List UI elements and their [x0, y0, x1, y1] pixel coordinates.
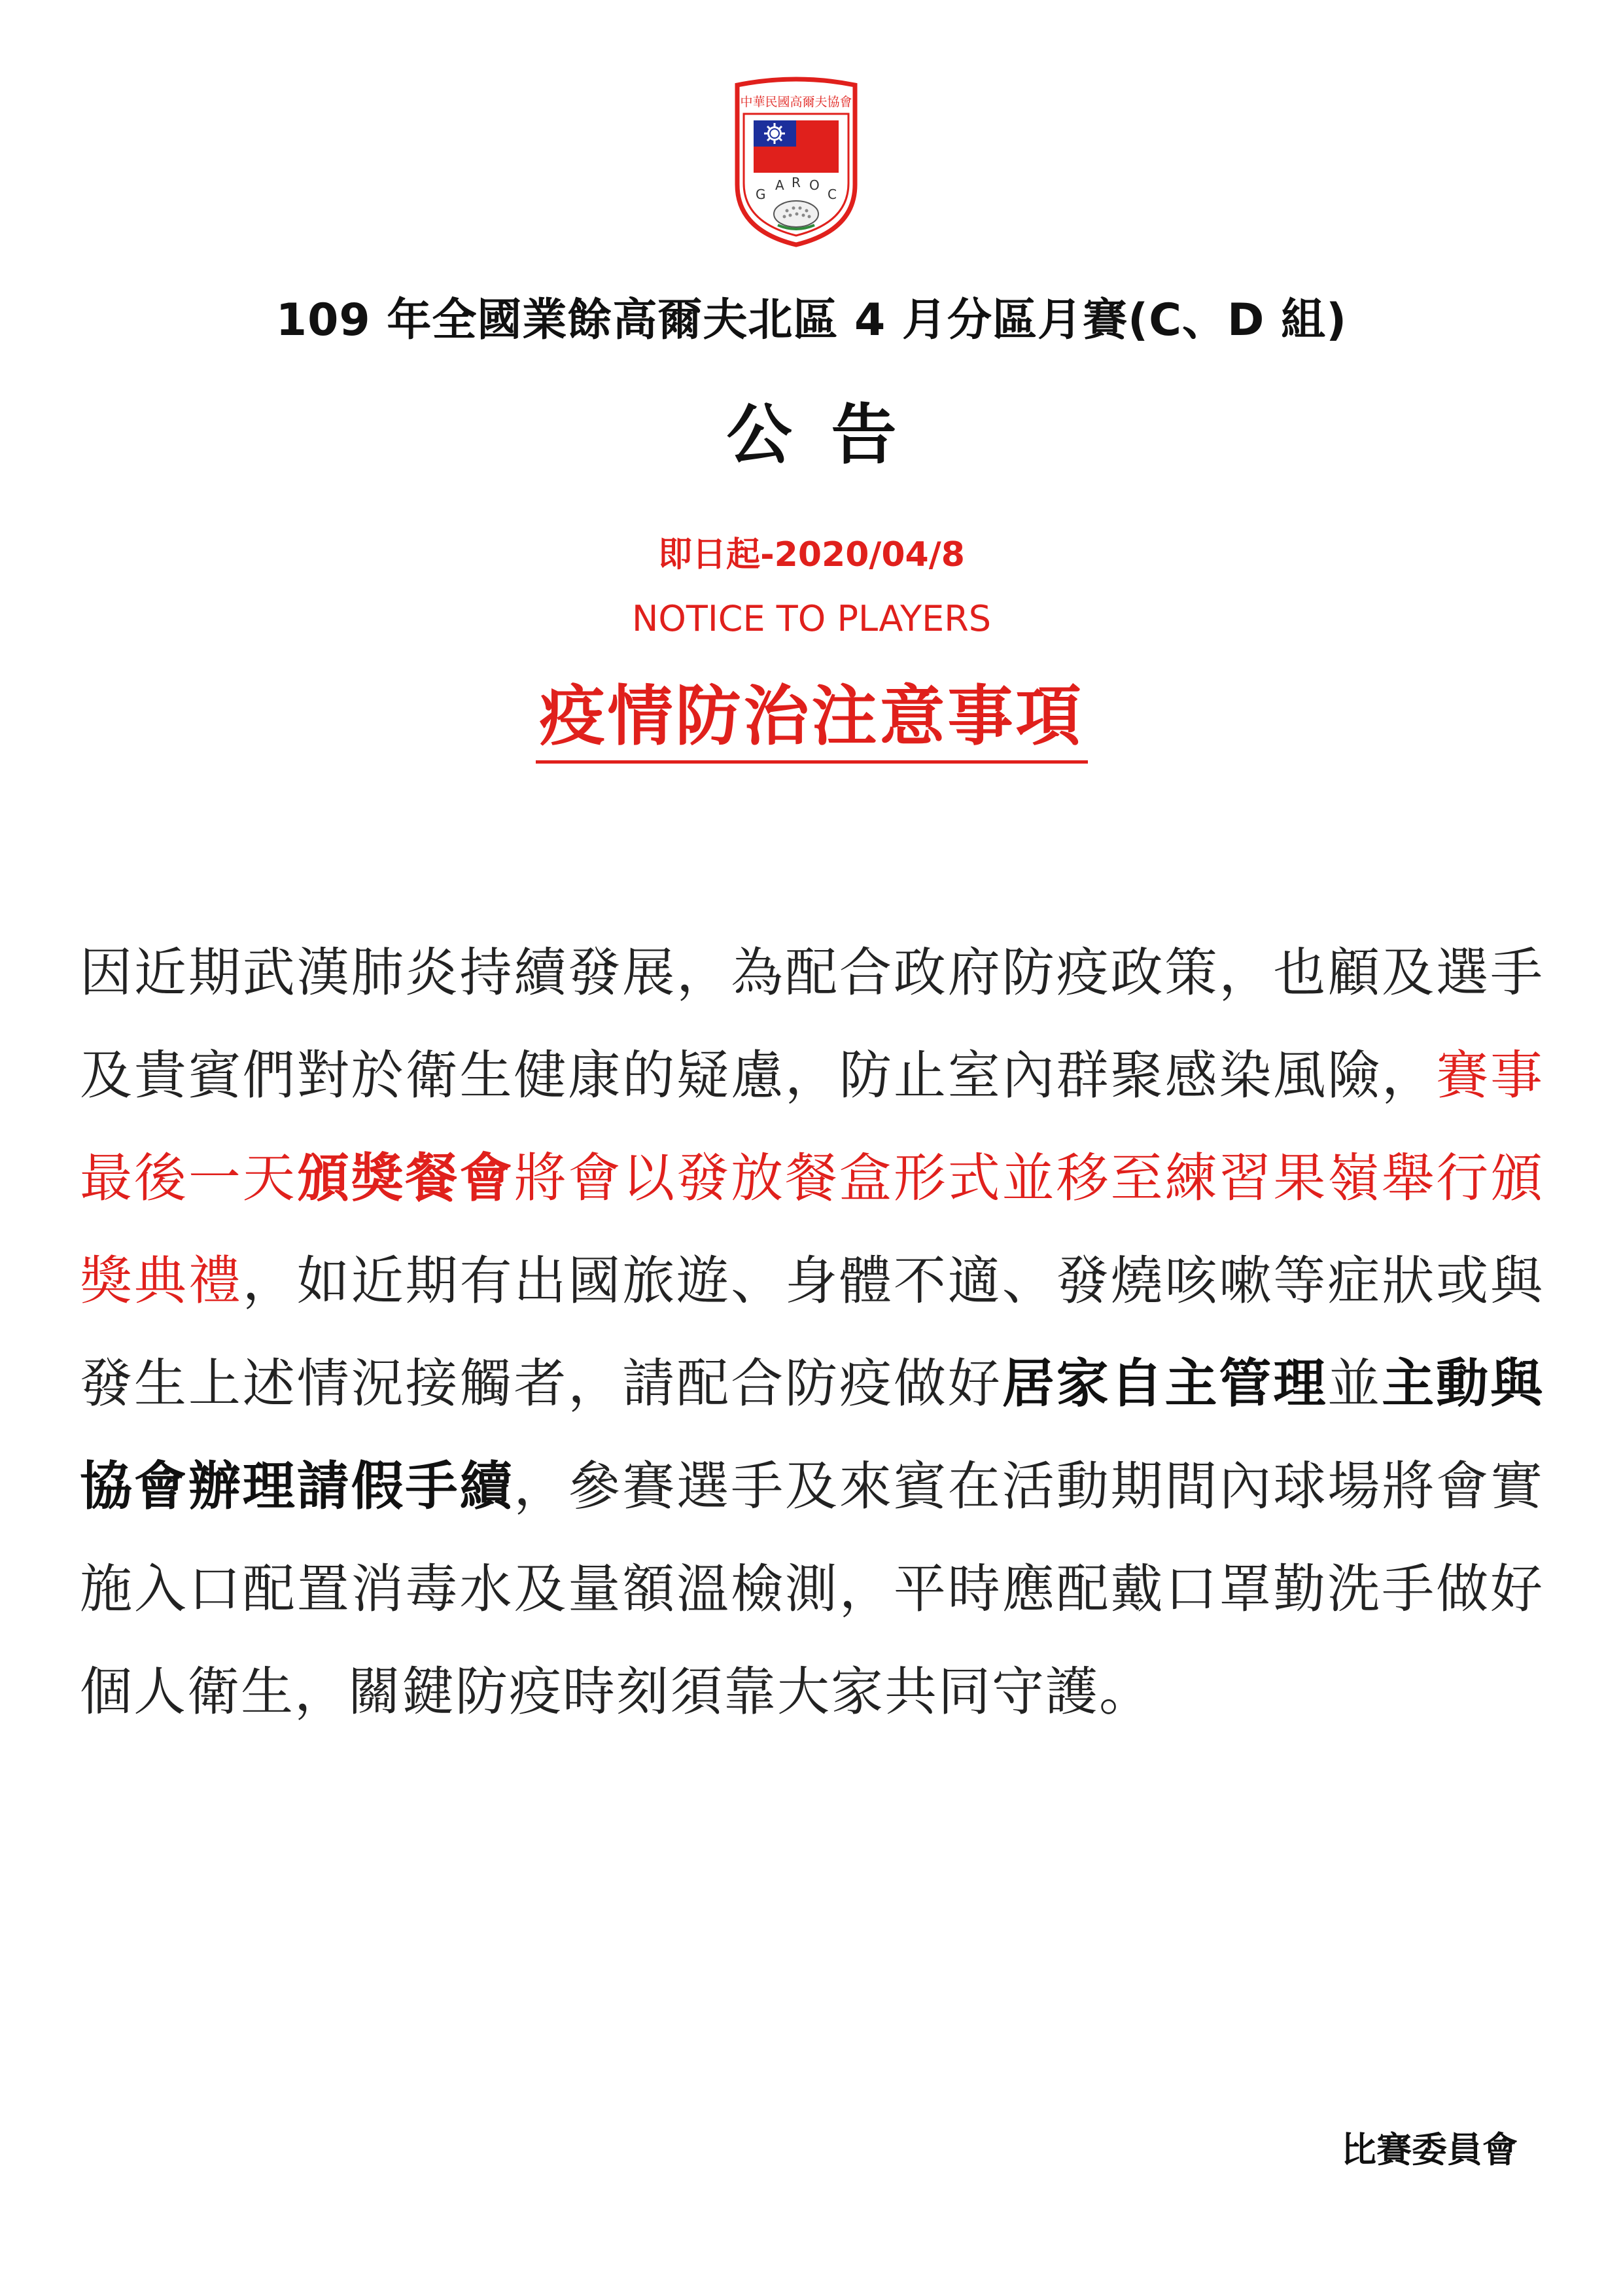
subject-wrapper	[0, 674, 1623, 764]
body-paragraph	[80, 921, 1544, 1743]
body-text-meal-box-arrangement: 將會以發放餐盒形式並移至練習果嶺舉行頒獎典禮	[80, 1148, 1544, 1311]
logo-initial-o: O	[809, 177, 820, 193]
notice-label: NOTICE TO PLAYERS	[632, 598, 991, 639]
logo-initial-g: G	[756, 186, 766, 202]
announcement-heading: 公告	[726, 397, 936, 473]
body-text-award-banquet: 頒獎餐會	[296, 1148, 514, 1209]
body-text-health-request: ，如近期有出國旅遊、身體不適、發燒咳嗽等症狀或與發生上述情況接觸者，請配合防疫做好	[80, 1250, 1544, 1414]
subject-title: 疫情防治注意事項	[536, 674, 1088, 764]
body-text-conjunction: 並	[1327, 1353, 1382, 1414]
body-text-self-management: 居家自主管理	[1002, 1353, 1328, 1414]
logo-org-name: 中華民國高爾夫協會	[740, 95, 852, 109]
signature: 比賽委員會	[1341, 2129, 1518, 2170]
effective-date: 即日起-2020/04/8	[658, 535, 965, 574]
logo-initial-r: R	[792, 175, 801, 190]
logo-initial-a: A	[775, 177, 784, 193]
body-text-highlight-last-day: 賽事最後一天	[80, 1045, 1544, 1209]
body-text-closing: ，參賽選手及來賓在活動期間內球場將會實施入口配置消毒水及量額溫檢測，平時應配戴口罩勤洗手做好個人衛生，關鍵防疫時刻須靠大家共同守護。	[80, 1456, 1544, 1722]
body-text-leave-procedure: 主動與協會辦理請假手續	[80, 1353, 1544, 1517]
garoc-logo	[724, 73, 868, 250]
garoc-emblem-icon	[724, 73, 868, 250]
body-text-intro: 因近期武漢肺炎持續發展，為配合政府防疫政策，也顧及選手及貴賓們對於衛生健康的疑慮，防止室內群聚感染風險，	[80, 942, 1544, 1106]
document-title: 109 年全國業餘高爾夫北區 4 月分區月賽(C、D 組)	[275, 294, 1348, 346]
logo-initial-c: C	[828, 186, 837, 202]
